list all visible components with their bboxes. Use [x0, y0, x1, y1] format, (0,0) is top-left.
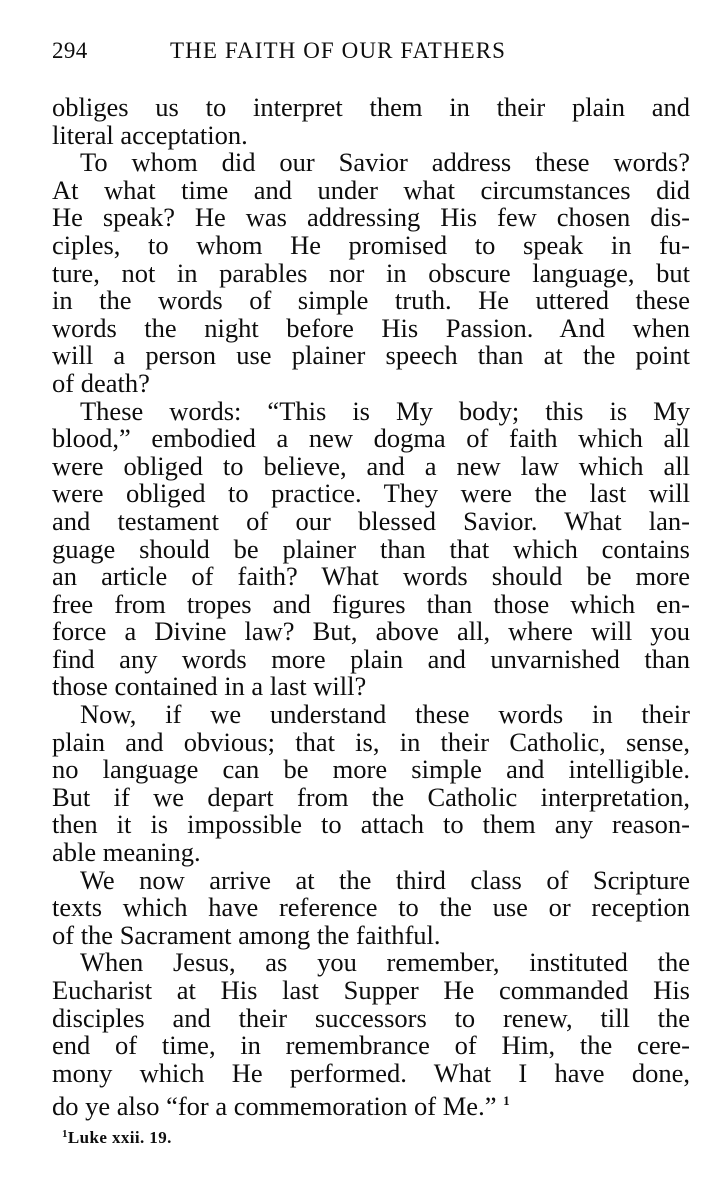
text-line: mony which He performed. What I have done,: [52, 1057, 690, 1088]
running-head: THE FAITH OF OUR FATHERS: [170, 38, 507, 63]
text-line: blood,” embodied a new dogma of faith which all: [52, 423, 690, 454]
text-line: plain and obvious; that is, in their Catholic, sense,: [52, 726, 690, 757]
text-line-with-footnote: [52, 1087, 690, 1122]
body-text: [52, 92, 690, 1122]
text-line: Now, if we understand these words in their: [80, 699, 690, 730]
text-line: words the night before His Passion. And when: [52, 312, 690, 343]
text-line: end of time, in remembrance of Him, the cere-: [52, 1030, 690, 1061]
text-line: then it is impossible to attach to them any reason-: [52, 809, 690, 840]
text-line: were obliged to believe, and a new law which all: [52, 450, 690, 481]
text-line: literal acceptation.: [52, 119, 248, 150]
text-line: able meaning.: [52, 837, 201, 868]
text-line: Eucharist at His last Supper He commanded His: [52, 975, 690, 1005]
text-line: do ye also “for a commemoration of Me.”: [52, 1091, 497, 1122]
text-line: free from tropes and figures than those which en-: [52, 588, 690, 619]
text-line: of death?: [52, 367, 150, 398]
text-line: ture, not in parables nor in obscure language, but: [52, 257, 690, 288]
text-line: of the Sacrament among the faithful.: [52, 919, 441, 950]
footnote-text: Luke xxii. 19.: [67, 1128, 172, 1147]
text-line: guage should be plainer than that which contains: [52, 533, 690, 564]
text-line: When Jesus, as you remember, instituted the: [80, 947, 690, 978]
footnote-mark: 1: [62, 1128, 68, 1140]
text-line: These words: “This is My body; this is My: [80, 395, 690, 426]
text-line: ciples, to whom He promised to speak in fu-: [52, 229, 690, 260]
footnote: [62, 1128, 172, 1148]
page-header: [52, 38, 688, 70]
text-line: will a person use plainer speech than at the point: [52, 340, 690, 371]
text-line: But if we depart from the Catholic interpretation,: [52, 781, 690, 812]
text-line: no language can be more simple and intelligible.: [52, 754, 690, 785]
text-line: To whom did our Savior address these words?: [80, 147, 690, 178]
text-line: We now arrive at the third class of Scripture: [80, 864, 690, 895]
text-line: and testament of our blessed Savior. What lan-: [52, 505, 690, 536]
text-line: force a Divine law? But, above all, where will you: [52, 616, 690, 647]
text-line: were obliged to practice. They were the last will: [52, 478, 690, 509]
text-line: those contained in a last will?: [52, 671, 367, 702]
text-line: He speak? He was addressing His few chosen dis-: [52, 202, 690, 233]
text-line: obliges us to interpret them in their plain and: [52, 92, 690, 122]
text-line: an article of faith? What words should be more: [52, 561, 690, 592]
page-number: 294: [52, 38, 88, 63]
text-line: find any words more plain and unvarnished than: [52, 643, 690, 674]
text-line: disciples and their successors to renew, till the: [52, 1002, 690, 1033]
text-line: texts which have reference to the use or reception: [52, 892, 690, 923]
text-line: in the words of simple truth. He uttered these: [52, 285, 690, 316]
footnote-reference[interactable]: 1: [503, 1093, 510, 1109]
text-line: At what time and under what circumstances did: [52, 174, 690, 205]
